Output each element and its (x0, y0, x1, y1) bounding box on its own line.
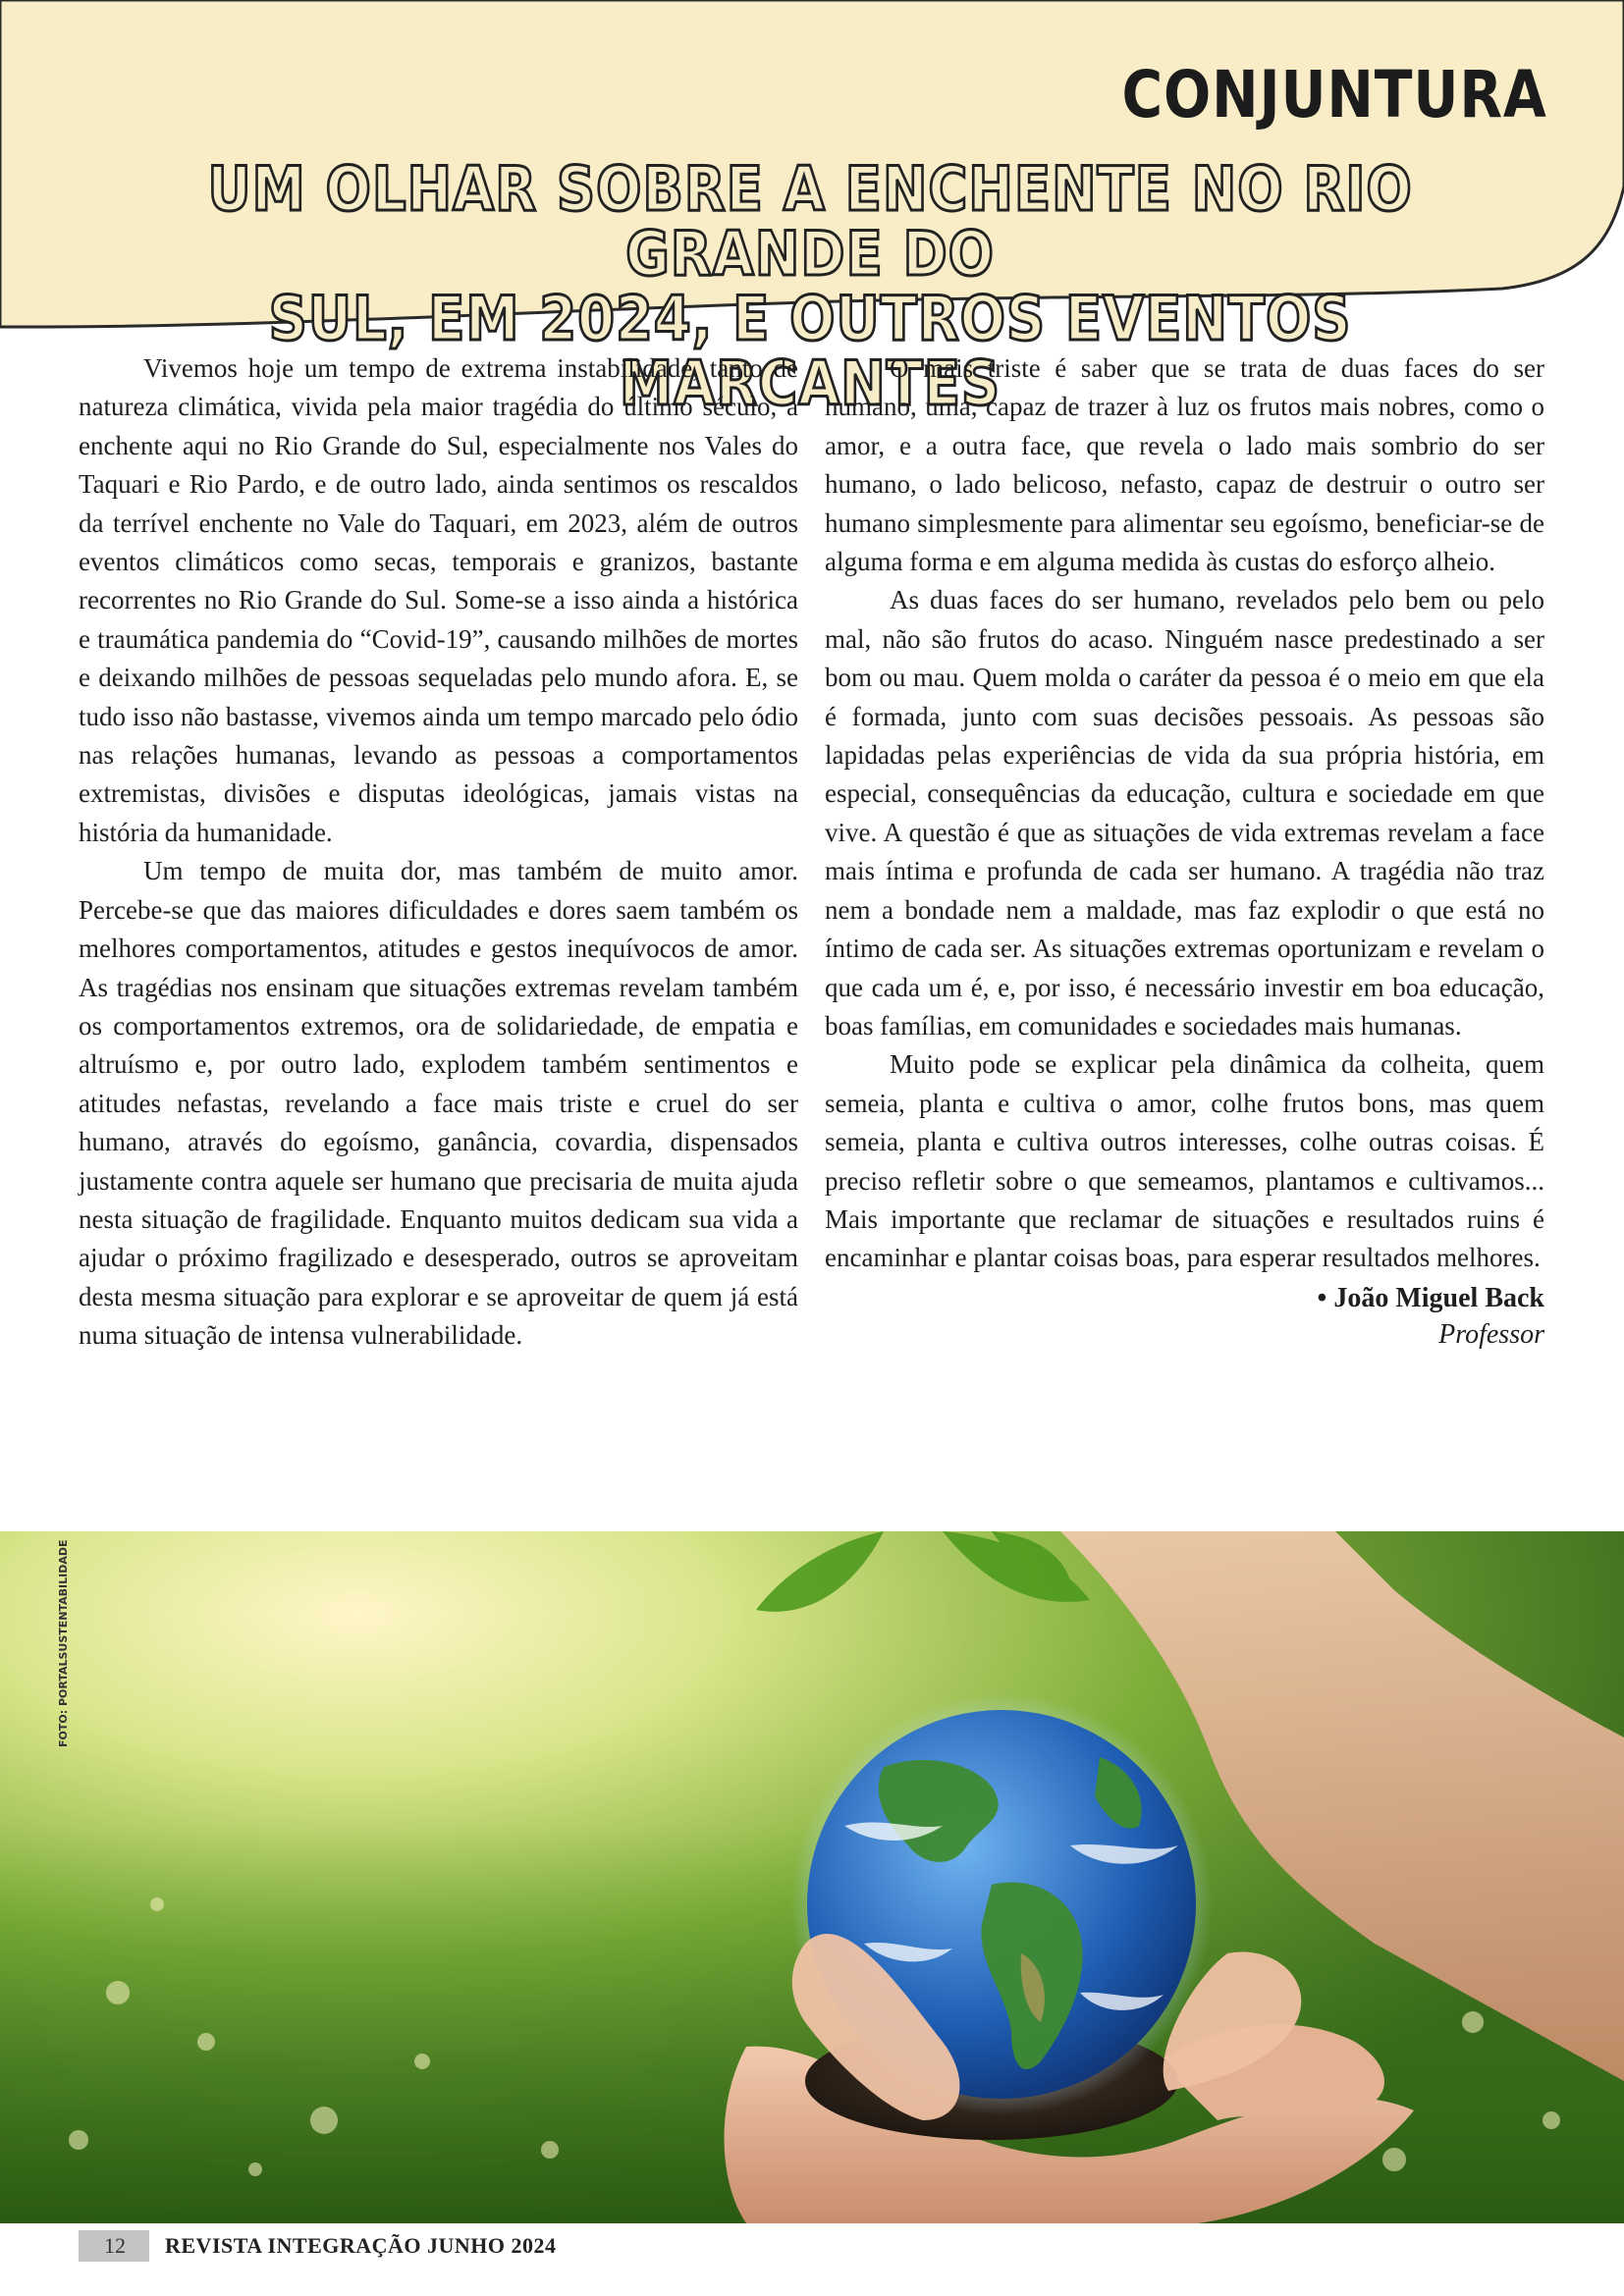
paragraph: Um tempo de muita dor, mas também de muito amor. Percebe-se que das maiores dificuldades e dores saem também os melhores comportamentos, atitudes e gestos inequívocos de amor. As tragédias nos ensinam que situações extremas revelam também os comportamentos extremos, ora de solidariedade, de empatia e altruísmo e, por outro lado, explodem também sentimentos e atitudes nefastas, revelando a face mais triste e cruel do ser humano, através do egoísmo, ganância, covardia, dispensados justamente contra aquele ser humano que precisaria de muita ajuda nesta situação de fragilidade. Enquanto muitos dedicam sua vida a ajudar o próximo fragilizado e desesperado, outros se aproveitam desta mesma situação para explorar e se aproveitar de quem já está numa situação de intensa vulnerabilidade. (79, 856, 798, 1351)
article-column-left (79, 349, 798, 1356)
photo-credit: FOTO: PORTALSUSTENTABILIDADE (57, 1539, 70, 1747)
section-label: CONJUNTURA (1121, 57, 1547, 133)
page-number: 12 (79, 2230, 149, 2262)
author-name: • João Miguel Back (1317, 1282, 1544, 1313)
earth-hands-illustration (0, 1531, 1624, 2223)
author-role: Professor (1438, 1318, 1544, 1350)
headline-line-2: SUL, EM 2024, E OUTROS EVENTOS MARCANTES (268, 283, 1352, 419)
paragraph: Muito pode se explicar pela dinâmica da colheita, quem semeia, planta e cultiva o amor, colhe frutos bons, mas quem semeia, planta e cultiva outros interesses, colhe outras coisas. É preciso refletir sobre o que semeamos, plantamos e cultivamos... Mais importante que reclamar de situações e resultados ruins é encaminhar e plantar coisas boas, para esperar resultados melhores. (825, 1049, 1544, 1273)
paragraph: As duas faces do ser humano, revelados pelo bem ou pelo mal, não são frutos do acaso. Ninguém nasce predestinado a ser bom ou mau. Quem molda o caráter da pessoa é o meio em que ela é formada, junto com suas decisões pessoais. As pessoas são lapidadas pelas experiências de vida da sua própria história, em especial, consequências da educação, cultura e sociedade em que vive. A questão é que as situações de vida extremas revelam a face mais íntima e profunda de cada ser humano. A tragédia não traz nem a bondade nem a maldade, mas faz explodir o que está no íntimo de cada ser. As situações extremas oportunizam e revelam o que cada um é, e, por isso, é necessário investir em boa educação, boas famílias, em comunidades e sociedades mais humanas. (825, 585, 1544, 1041)
footer (79, 2226, 557, 2266)
paragraph: O mais triste é saber que se trata de duas faces do ser humano, uma, capaz de trazer à luz os frutos mais nobres, como o amor, e a outra face, que revela o lado mais sombrio do ser humano, o lado belicoso, nefasto, capaz de destruir o outro ser humano simplesmente para alimentar seu egoísmo, beneficiar-se de alguma forma e em alguma medida às custas do esforço alheio. (825, 353, 1544, 577)
headline-line-1: UM OLHAR SOBRE A ENCHENTE NO RIO GRANDE DO (207, 153, 1413, 290)
publication-name: REVISTA INTEGRAÇÃO JUNHO 2024 (165, 2233, 557, 2258)
paragraph: Vivemos hoje um tempo de extrema instabilidade, tanto de natureza climática, vivida pela maior tragédia do último século, a enchente aqui no Rio Grande do Sul, especialmente nos Vales do Taquari e Rio Pardo, e de outro lado, ainda sentimos os rescaldos da terrível enchente no Vale do Taquari, em 2023, além de outros eventos climáticos como secas, temporais e granizos, bastante recorrentes no Rio Grande do Sul. Some-se a isso ainda a histórica e traumática pandemia do “Covid-19”, causando milhões de mortes e deixando milhões de pessoas sequeladas pelo mundo afora. E, se tudo isso não bastasse, vivemos ainda um tempo marcado pelo ódio nas relações humanas, levando as pessoas a comportamentos extremistas, divisões e disputas ideológicas, jamais vistas na história da humanidade. (79, 353, 798, 847)
photo-earth-in-hands (0, 1531, 1624, 2223)
article-column-right (825, 349, 1544, 1353)
byline (825, 1280, 1544, 1353)
